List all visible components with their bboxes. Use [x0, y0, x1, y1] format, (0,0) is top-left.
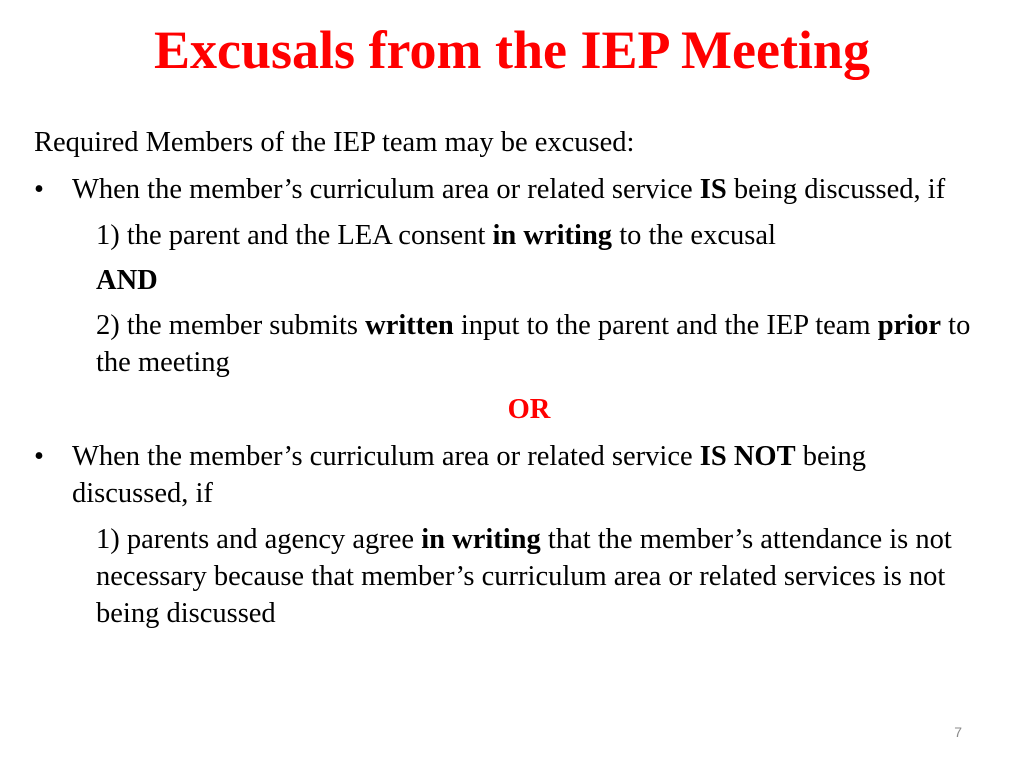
slide-title: Excusals from the IEP Meeting — [154, 20, 870, 80]
bullet-text-pre: When the member’s curriculum area or related service — [72, 441, 700, 472]
condition-text-post: to the excusal — [612, 220, 776, 251]
condition-text-post: that the member’s attendance is not necessary because that member’s curriculum area or related services is not being discussed — [96, 524, 952, 629]
condition-1 — [96, 217, 984, 254]
bullet-text-bold: IS — [699, 174, 727, 205]
condition-text-post: to the meeting — [96, 310, 971, 378]
bullet-text-post: being discussed, if — [726, 174, 946, 205]
condition-text-pre: 2) the member submits — [96, 310, 366, 341]
slide-body — [34, 124, 984, 632]
bullet-text-pre: When the member’s curriculum area or related service — [72, 174, 700, 205]
condition-text-pre: 1) parents and agency agree — [96, 524, 422, 555]
bullet-item-is — [34, 171, 984, 208]
condition-2 — [96, 307, 984, 381]
condition-text-bold: in writing — [421, 524, 541, 555]
page-number: 7 — [954, 724, 962, 740]
bullet-item-is-not — [34, 438, 984, 512]
condition-text-pre: 1) the parent and the LEA consent — [96, 220, 493, 251]
condition-text-bold: prior — [877, 310, 942, 341]
or-label: OR — [507, 394, 551, 425]
bullet-text-bold: IS NOT — [699, 441, 796, 472]
and-label-text: AND — [96, 265, 158, 296]
bullet-icon: • — [34, 174, 44, 205]
condition-3 — [96, 521, 984, 632]
condition-text-bold: written — [365, 310, 454, 341]
intro-text: Required Members of the IEP team may be excused: — [34, 127, 635, 158]
bullet-text-post: being discussed, if — [72, 441, 867, 509]
condition-text-bold: in writing — [492, 220, 613, 251]
condition-text-mid: input to the parent and the IEP team — [453, 310, 878, 341]
and-label — [96, 262, 984, 299]
bullet-icon: • — [34, 441, 44, 472]
